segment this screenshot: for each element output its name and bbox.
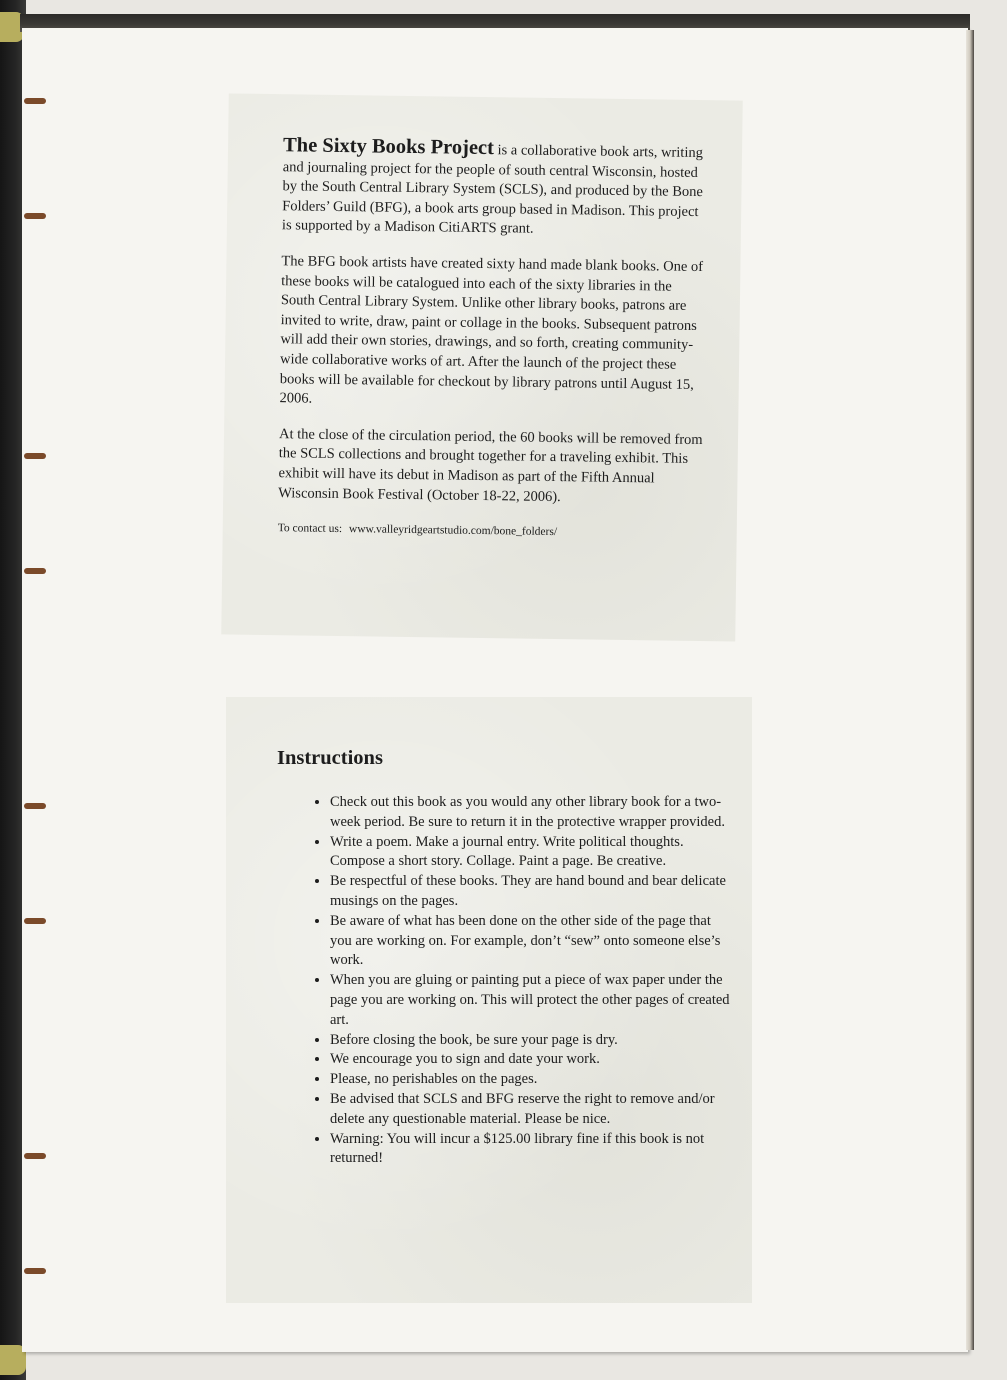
instruction-item: • Check out this book as you would any other library book for a two-week period. Be sure to return it in the protective wrapper provided. [330, 793, 730, 833]
binding-stitch [24, 213, 46, 219]
binding-stitch [24, 803, 46, 809]
exhibit-paragraph: At the close of the circulation period, the 60 books will be removed from the SCLS collections and brought together for a traveling exhibit. This exhibit will have its debut in Madison as part of the Fifth Annual Wisconsin Book Festival (October 18-22, 2006). [278, 425, 703, 505]
instruction-item: • Before closing the book, be sure your page is dry. [330, 1031, 730, 1051]
instruction-item: • Write a poem. Make a journal entry. Write political thoughts. Compose a short story. Collage. Paint a page. Be creative. [330, 833, 730, 873]
binding-stitch [24, 1153, 46, 1159]
deckled-page-edge [966, 30, 974, 1350]
binding-stitch [24, 98, 46, 104]
contact-label: To contact us: [277, 522, 343, 536]
instructions-sheet [226, 697, 752, 1303]
instruction-item: • When you are gluing or painting put a piece of wax paper under the page you are working on. This will protect the other pages of created art. [330, 971, 730, 1030]
instruction-item: • We encourage you to sign and date your work. [330, 1050, 730, 1070]
contact-line [278, 519, 706, 545]
binding-stitch [24, 453, 46, 459]
binding-stitch [24, 1268, 46, 1274]
intro-paragraph [282, 136, 711, 242]
instruction-item: • Be respectful of these books. They are hand bound and bear delicate musings on the pages. [330, 872, 730, 912]
instruction-item: • Be aware of what has been done on the other side of the page that you are working on. For example, don’t “sew” onto someone else’s work. [330, 912, 730, 971]
binding-stitch [24, 918, 46, 924]
instructions-title: Instructions [277, 747, 383, 769]
description-paragraph: The BFG book artists have created sixty hand made blank books. One of these books will be catalogued into each of the sixty libraries in the South Central Library System. Unlike other library books, patrons are invited to write, draw, paint or collage in the books. Subsequent patrons will add their own stories, drawings, and so forth, creating community-wide collaborative works of art. After the launch of the project these books will be available for checkout by library patrons until August 15, 2006. [279, 253, 704, 407]
instruction-item: • Be advised that SCLS and BFG reserve the right to remove and/or delete any questionable material. Please be nice. [330, 1090, 730, 1130]
project-description-text [278, 136, 712, 545]
contact-url: www.valleyridgeartstudio.com/bone_folders/ [348, 523, 558, 539]
instructions-list [302, 793, 730, 1169]
binding-stitch [24, 568, 46, 574]
instruction-item: • Warning: You will incur a $125.00 library fine if this book is not returned! [330, 1130, 730, 1170]
intro-text: is a collaborative book arts, writing and journaling project for the people of south central Wisconsin, hosted by the South Central Library System (SCLS), and produced by the Bone Folders’ Guild (BFG), a book arts group based in Madison. This project is supported by a Madison CitiARTS grant. [281, 142, 704, 238]
project-title: The Sixty Books Project [282, 134, 495, 160]
project-description-sheet [221, 93, 743, 641]
instruction-item: • Please, no perishables on the pages. [330, 1070, 730, 1090]
